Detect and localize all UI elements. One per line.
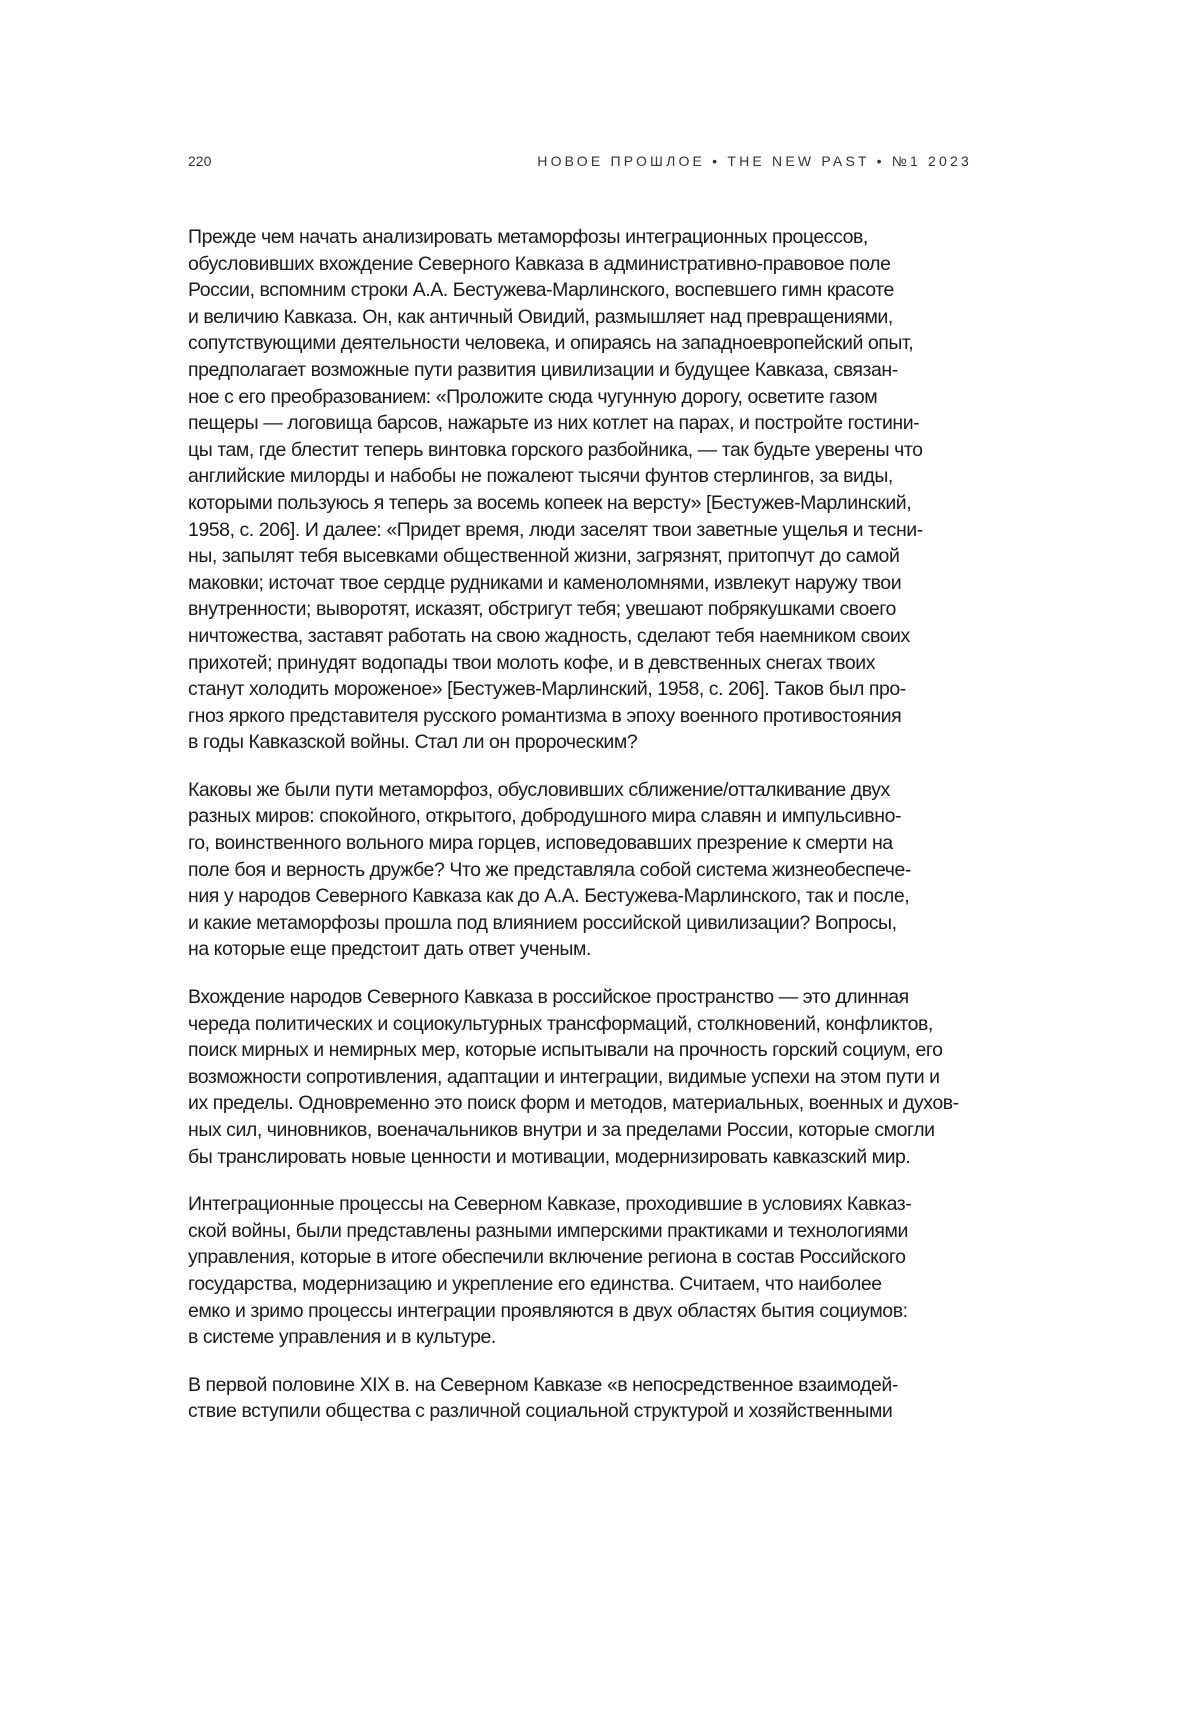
text-line: ской войны, были представлены разными имперскими практиками и технологиями bbox=[188, 1218, 988, 1245]
text-line: станут холодить мороженое» [Бестужев-Марлинский, 1958, с. 206]. Таков был про- bbox=[188, 676, 988, 703]
text-line: обусловивших вхождение Северного Кавказа в административно-правовое поле bbox=[188, 251, 988, 278]
text-line: предполагает возможные пути развития цивилизации и будущее Кавказа, связан- bbox=[188, 357, 988, 384]
text-line: которыми пользуюсь я теперь за восемь копеек на версту» [Бестужев-Марлинский, bbox=[188, 490, 988, 517]
text-line: поле боя и верность дружбе? Что же представляла собой система жизнеобеспече- bbox=[188, 857, 988, 884]
running-header: НОВОЕ ПРОШЛОЕ • THE NEW PAST • №1 2023 bbox=[537, 153, 972, 169]
text-line: и величию Кавказа. Он, как античный Овидий, размышляет над превращениями, bbox=[188, 304, 988, 331]
text-line: гноз яркого представителя русского романтизма в эпоху военного противостояния bbox=[188, 703, 988, 730]
text-line: Вхождение народов Северного Кавказа в российское пространство — это длинная bbox=[188, 984, 988, 1011]
paragraph bbox=[188, 1372, 988, 1425]
text-line: английские милорды и набобы не пожалеют тысячи фунтов стерлингов, за виды, bbox=[188, 463, 988, 490]
text-line: ничтожества, заставят работать на свою жадность, сделают тебя наемником своих bbox=[188, 623, 988, 650]
text-line: внутренности; выворотят, исказят, обстригут тебя; увешают побрякушками своего bbox=[188, 596, 988, 623]
text-line: и какие метаморфозы прошла под влиянием российской цивилизации? Вопросы, bbox=[188, 910, 988, 937]
text-line: Каковы же были пути метаморфоз, обусловивших сближение/отталкивание двух bbox=[188, 777, 988, 804]
article-body bbox=[188, 224, 988, 1446]
text-line: Прежде чем начать анализировать метаморфозы интеграционных процессов, bbox=[188, 224, 988, 251]
text-line: возможности сопротивления, адаптации и интеграции, видимые успехи на этом пути и bbox=[188, 1064, 988, 1091]
text-line: череда политических и социокультурных трансформаций, столкновений, конфликтов, bbox=[188, 1011, 988, 1038]
text-line: емко и зримо процессы интеграции проявляются в двух областях бытия социумов: bbox=[188, 1298, 988, 1325]
text-line: ния у народов Северного Кавказа как до А.А. Бестужева-Марлинского, так и после, bbox=[188, 883, 988, 910]
text-line: ное с его преобразованием: «Проложите сюда чугунную дорогу, осветите газом bbox=[188, 384, 988, 411]
paragraph bbox=[188, 777, 988, 963]
text-line: ствие вступили общества с различной социальной структурой и хозяйственными bbox=[188, 1398, 988, 1425]
text-line: бы транслировать новые ценности и мотивации, модернизировать кавказский мир. bbox=[188, 1144, 988, 1171]
text-line: 1958, с. 206]. И далее: «Придет время, люди заселят твои заветные ущелья и тесни- bbox=[188, 517, 988, 544]
page-number: 220 bbox=[188, 153, 211, 169]
text-line: в годы Кавказской войны. Стал ли он пророческим? bbox=[188, 729, 988, 756]
text-line: в системе управления и в культуре. bbox=[188, 1324, 988, 1351]
paragraph bbox=[188, 984, 988, 1170]
text-line: государства, модернизацию и укрепление его единства. Считаем, что наиболее bbox=[188, 1271, 988, 1298]
text-line: В первой половине XIX в. на Северном Кавказе «в непосредственное взаимодей- bbox=[188, 1372, 988, 1399]
text-line: управления, которые в итоге обеспечили включение региона в состав Российского bbox=[188, 1244, 988, 1271]
text-line: поиск мирных и немирных мер, которые испытывали на прочность горский социум, его bbox=[188, 1037, 988, 1064]
text-line: ных сил, чиновников, военачальников внутри и за пределами России, которые смогли bbox=[188, 1117, 988, 1144]
text-line: России, вспомним строки А.А. Бестужева-Марлинского, воспевшего гимн красоте bbox=[188, 277, 988, 304]
text-line: на которые еще предстоит дать ответ ученым. bbox=[188, 936, 988, 963]
paragraph bbox=[188, 224, 988, 756]
text-line: го, воинственного вольного мира горцев, исповедовавших презрение к смерти на bbox=[188, 830, 988, 857]
text-line: Интеграционные процессы на Северном Кавказе, проходившие в условиях Кавказ- bbox=[188, 1191, 988, 1218]
text-line: пещеры — логовища барсов, нажарьте из них котлет на парах, и постройте гостини- bbox=[188, 410, 988, 437]
text-line: разных миров: спокойного, открытого, добродушного мира славян и импульсивно- bbox=[188, 803, 988, 830]
text-line: маковки; источат твое сердце рудниками и каменоломнями, извлекут наружу твои bbox=[188, 570, 988, 597]
text-line: цы там, где блестит теперь винтовка горского разбойника, — так будьте уверены что bbox=[188, 437, 988, 464]
text-line: прихотей; принудят водопады твои молоть кофе, и в девственных снегах твоих bbox=[188, 650, 988, 677]
text-line: их пределы. Одновременно это поиск форм и методов, материальных, военных и духов- bbox=[188, 1090, 988, 1117]
text-line: сопутствующими деятельности человека, и опираясь на западноевропейский опыт, bbox=[188, 330, 988, 357]
text-line: ны, запылят тебя высевками общественной жизни, загрязнят, притопчут до самой bbox=[188, 543, 988, 570]
paragraph bbox=[188, 1191, 988, 1351]
